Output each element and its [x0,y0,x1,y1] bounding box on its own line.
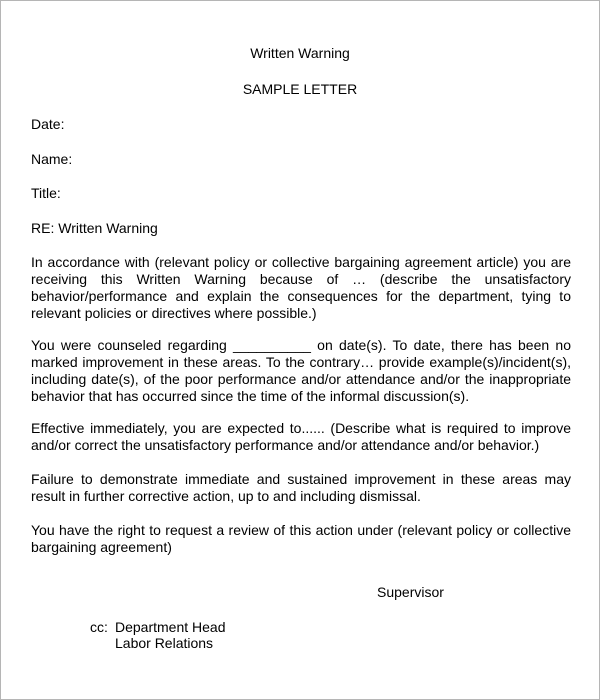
name-label: Name: [31,151,73,167]
paragraph-line: result in further corrective action, up to and including dismissal. [31,488,421,504]
paragraph-line: relevant policies or directives where possible.) [31,305,317,321]
paragraph-line: bargaining agreement) [31,539,172,555]
paragraph-line: marked improvement in these areas. To the contrary… provide example(s)/incident(s), [31,354,571,370]
cc-label: cc: [90,619,108,635]
paragraph-line: behavior that has occurred since the time of the informal discussion(s). [31,388,470,404]
paragraph-line: receiving this Written Warning because of … (describe the unsatisfactory [31,271,571,287]
letter-subheading: SAMPLE LETTER [242,81,358,97]
paragraph-line: In accordance with (relevant policy or collective bargaining agreement article) you are [31,254,571,270]
letter-heading: Written Warning [250,45,350,61]
cc-recipient: Department Head [115,619,226,635]
paragraph-2 [31,337,571,405]
title-label: Title: [31,185,61,201]
paragraph-line: Failure to demonstrate immediate and sustained improvement in these areas may [31,471,571,487]
signature-label: Supervisor [377,584,444,600]
paragraph-line: You were counseled regarding __________ on date(s). To date, there has been no [31,337,571,353]
paragraph-3 [31,420,571,454]
re-line: RE: Written Warning [31,220,158,236]
paragraph-line: and/or correct the unsatisfactory performance and/or attendance and/or behavior.) [31,437,540,453]
paragraph-1 [31,254,571,322]
paragraph-5 [31,522,571,556]
paragraph-line: behavior/performance and explain the consequences for the department, tying to [31,288,571,304]
paragraph-line: Effective immediately, you are expected to...... (Describe what is required to improve [31,420,571,436]
paragraph-4 [31,471,571,505]
paragraph-line: including date(s), of the poor performance and/or attendance and/or the inappropriate [31,371,571,387]
cc-recipient: Labor Relations [115,635,214,651]
paragraph-line: You have the right to request a review of this action under (relevant policy or collective [31,522,571,538]
date-label: Date: [31,116,65,132]
